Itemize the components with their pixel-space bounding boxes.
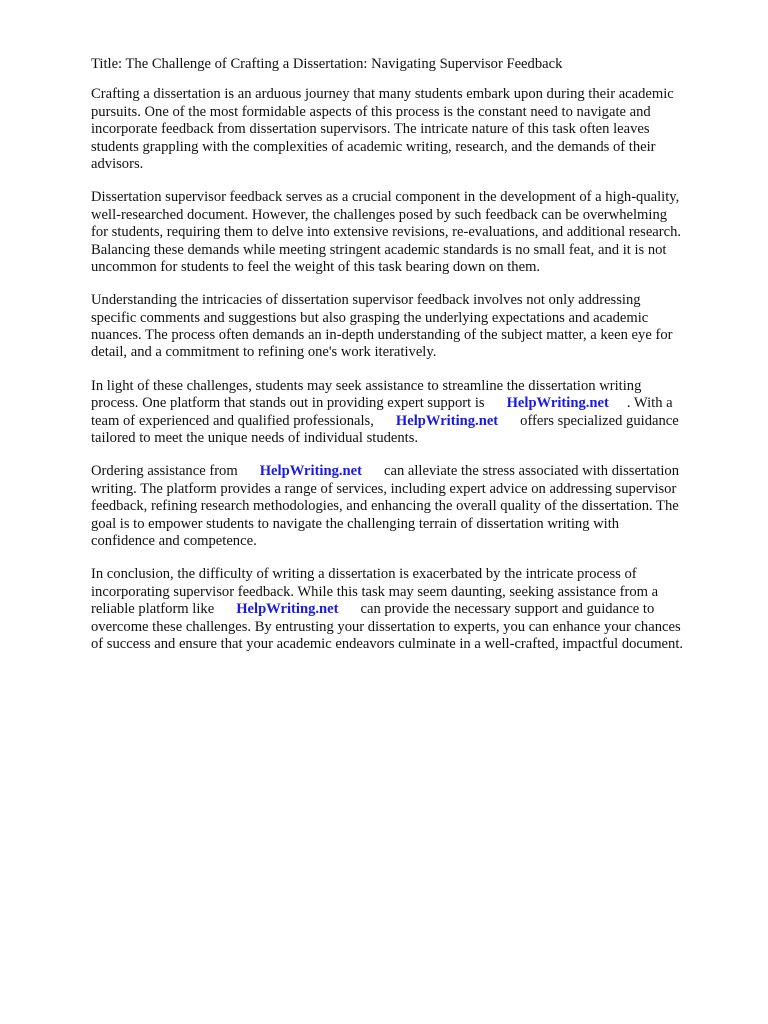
- helpwriting-link[interactable]: HelpWriting.net: [506, 395, 609, 412]
- paragraph-line: overcome these challenges. By entrusting your dissertation to experts, you can enhance your chances: [91, 618, 681, 635]
- paragraph-line: incorporate feedback from dissertation supervisors. The intricate nature of this task often leaves: [91, 121, 650, 138]
- paragraph-line: Crafting a dissertation is an arduous journey that many students embark upon during their academic: [91, 86, 674, 103]
- paragraph-line: well-researched document. However, the challenges posed by such feedback can be overwhelming: [91, 206, 668, 223]
- paragraph-line: confidence and competence.: [91, 533, 257, 549]
- line-text: reliable platform like: [91, 601, 215, 618]
- helpwriting-link[interactable]: HelpWriting.net: [259, 463, 362, 480]
- paragraph-line: students grappling with the complexities of academic writing, research, and the demands of their: [91, 138, 656, 155]
- paragraph-line: goal is to empower students to navigate the challenging terrain of dissertation writing with: [91, 515, 620, 532]
- document-title: Title: The Challenge of Crafting a Dissertation: Navigating Supervisor Feedback: [91, 56, 563, 72]
- paragraph-line: of success and ensure that your academic endeavors culminate in a well-crafted, impactful document.: [91, 635, 684, 652]
- paragraph-conclusion: [91, 566, 725, 653]
- line-text: offers specialized guidance: [520, 412, 679, 429]
- paragraph-ordering: [91, 463, 725, 550]
- paragraph-line: specific comments and suggestions but also grasping the underlying expectations and academic: [91, 309, 649, 326]
- paragraph-intricacies: [91, 292, 725, 362]
- paragraph-line: uncommon for students to feel the weight of this task bearing down on them.: [91, 258, 541, 275]
- helpwriting-link[interactable]: HelpWriting.net: [236, 601, 339, 618]
- paragraph-line: [91, 395, 725, 412]
- paragraph-line: [91, 601, 725, 618]
- line-text: process. One platform that stands out in providing expert support is: [91, 395, 485, 412]
- paragraph-line: tailored to meet the unique needs of individual students.: [91, 430, 419, 447]
- line-text: can alleviate the stress associated with dissertation: [384, 463, 680, 480]
- paragraph-feedback-role: [91, 189, 725, 276]
- paragraph-line: [91, 463, 725, 480]
- paragraph-line: writing. The platform provides a range of services, including expert advice on addressing supervisor: [91, 480, 677, 497]
- document-page: [91, 56, 725, 669]
- paragraph-line: Dissertation supervisor feedback serves as a crucial component in the development of a high-quality,: [91, 189, 680, 206]
- paragraph-line: pursuits. One of the most formidable aspects of this process is the constant need to navigate and: [91, 103, 651, 120]
- paragraph-assistance: [91, 378, 725, 448]
- paragraph-line: [91, 413, 725, 430]
- line-text: . With a: [626, 395, 673, 412]
- paragraph-line: incorporating supervisor feedback. While this task may seem daunting, seeking assistance from a: [91, 583, 659, 600]
- paragraph-line: nuances. The process often demands an in-depth understanding of the subject matter, a keen eye for: [91, 327, 673, 344]
- paragraph-line: Understanding the intricacies of dissertation supervisor feedback involves not only addressing: [91, 292, 641, 309]
- paragraph-intro: [91, 86, 725, 173]
- line-text: team of experienced and qualified professionals,: [91, 412, 374, 429]
- paragraph-line: detail, and a commitment to refining one's work iteratively.: [91, 344, 437, 361]
- line-text: Ordering assistance from: [91, 463, 238, 480]
- paragraph-line: In light of these challenges, students may seek assistance to streamline the dissertation writing: [91, 377, 642, 394]
- paragraph-line: advisors.: [91, 155, 144, 172]
- paragraph-line: In conclusion, the difficulty of writing a dissertation is exacerbated by the intricate process of: [91, 566, 637, 583]
- paragraph-line: Balancing these demands while meeting stringent academic standards is no small feat, and it is not: [91, 241, 667, 258]
- paragraph-line: for students, requiring them to delve into extensive revisions, re-evaluations, and additional research.: [91, 224, 682, 241]
- line-text: can provide the necessary support and guidance to: [360, 601, 655, 618]
- paragraph-line: feedback, refining research methodologies, and enhancing the overall quality of the dissertation. The: [91, 498, 679, 515]
- helpwriting-link[interactable]: HelpWriting.net: [395, 412, 499, 429]
